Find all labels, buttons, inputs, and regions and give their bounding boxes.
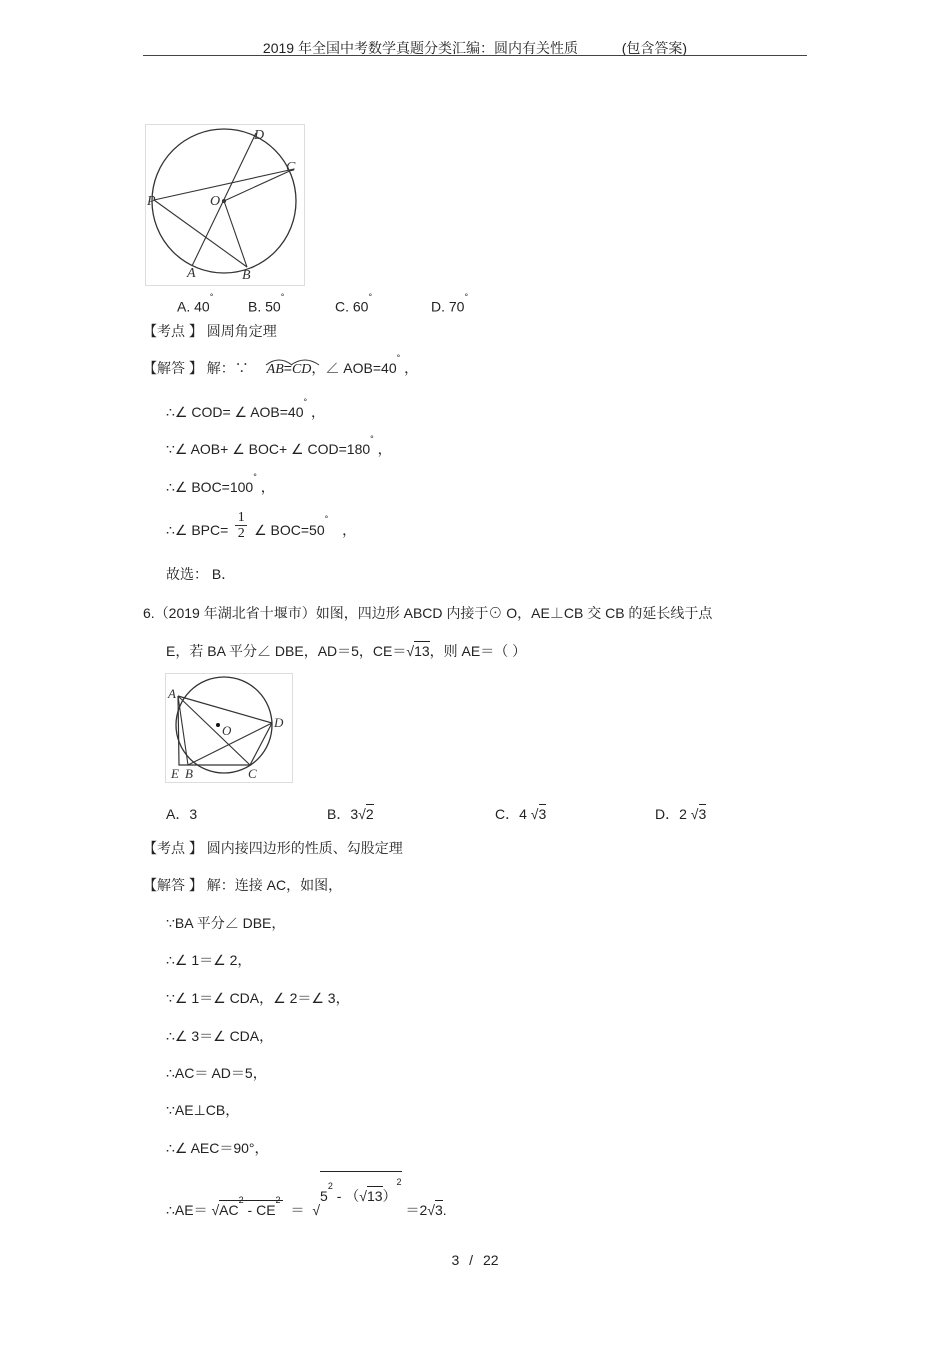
q6-option-a: A．3 [166,806,198,822]
fig2-label-O: O [222,723,232,738]
q5-option-a: A. 40° [177,292,214,315]
q6-step-4: ∴∠ 3＝∠ CDA， [166,1028,274,1044]
label-C: C [286,160,296,175]
page-number: 3 [451,1252,460,1268]
q6-option-d: D．2 √3 [655,806,707,822]
page-footer: 3 / 22 [451,1252,499,1268]
q6-step-7: ∴∠ AEC＝90°， [166,1140,269,1156]
q6-step-6: ∵AE⊥CB， [166,1102,240,1118]
q6-option-b: B．3√2 [327,806,374,822]
q6-step-2: ∴∠ 1＝∠ 2， [166,952,252,968]
label-B: B [242,268,251,283]
q6-final: ∴AE＝ $√AC^2 - CE^2 = √5^2 - (√13)^2 =2√3$. [166,1185,447,1220]
q5-step-2: ∵∠ AOB+ ∠ BOC+ ∠ COD=180° ， [166,434,392,457]
radical-2: $√5^2 - (√13)^2$ [312,1202,401,1218]
q6-jieda: 【解答 】 解：连接 AC，如图， [143,877,343,893]
q5-answer: 故选： B． [166,566,236,582]
header-rule [143,55,807,56]
label-O: O [210,194,221,209]
header-title: 2019 年全国中考数学真题分类汇编：圆内有关性质 [262,40,578,56]
q6-step-1: ∵BA 平分∠ DBE， [166,915,286,931]
q6-line-2: E，若 BA 平分∠ DBE，AD＝5，CE＝√13，则 AE＝（ ） [166,643,527,659]
q5-step-1: ∴∠ COD= ∠ AOB=40° ， [166,397,326,420]
q6-kaodian: 【考点 】 圆内接四边形的性质、勾股定理 [143,840,403,856]
fraction-half: $\frac{1}{2}$ [235,510,247,541]
fig2-label-D: D [274,715,284,730]
q6-step-3: ∵∠ 1＝∠ CDA，∠ 2＝∠ 3， [166,990,350,1006]
q5-option-c: C. 60° [335,292,373,315]
fig2-label-B: B [185,766,193,781]
radical-1: $√AC^2 - CE^2$ [211,1195,281,1218]
fig2-label-E: E [171,766,179,781]
figure-circle-pobcd [145,124,305,286]
q6-line-1: 6.（2019 年湖北省十堰市）如图，四边形 ABCD 内接于⊙ O，AE⊥CB 交 CB 的延长线于点 [143,605,713,621]
q6-step-5: ∴AC＝ AD＝5， [166,1065,267,1081]
fig2-label-A: A [168,686,176,701]
q5-jieda: 【解答 】 解：∵ AB= CD，∠ AOB=40° ， [143,353,419,377]
q5-step-3: ∴∠ BOC=100° ， [166,472,275,495]
page-total: 22 [482,1252,499,1268]
q5-kaodian: 【考点 】 圆周角定理 [143,323,277,339]
q5-option-d: D. 70° [431,292,469,315]
arc-ab: AB [267,362,284,378]
label-A: A [187,266,196,281]
arc-cd: CD [292,362,311,378]
label-P: P [147,194,156,209]
q5-option-b: B. 50° [248,292,285,315]
fig2-label-C: C [248,766,257,781]
q5-step-bpc: ∴∠ BPC= $\frac{1}{2}$ ∠ BOC=50° ， [166,510,357,541]
figure-inscribed-quad [165,673,293,783]
header-suffix: (包含答案) [621,40,688,56]
q6-option-c: C．4 √3 [495,806,547,822]
label-D: D [254,128,265,143]
